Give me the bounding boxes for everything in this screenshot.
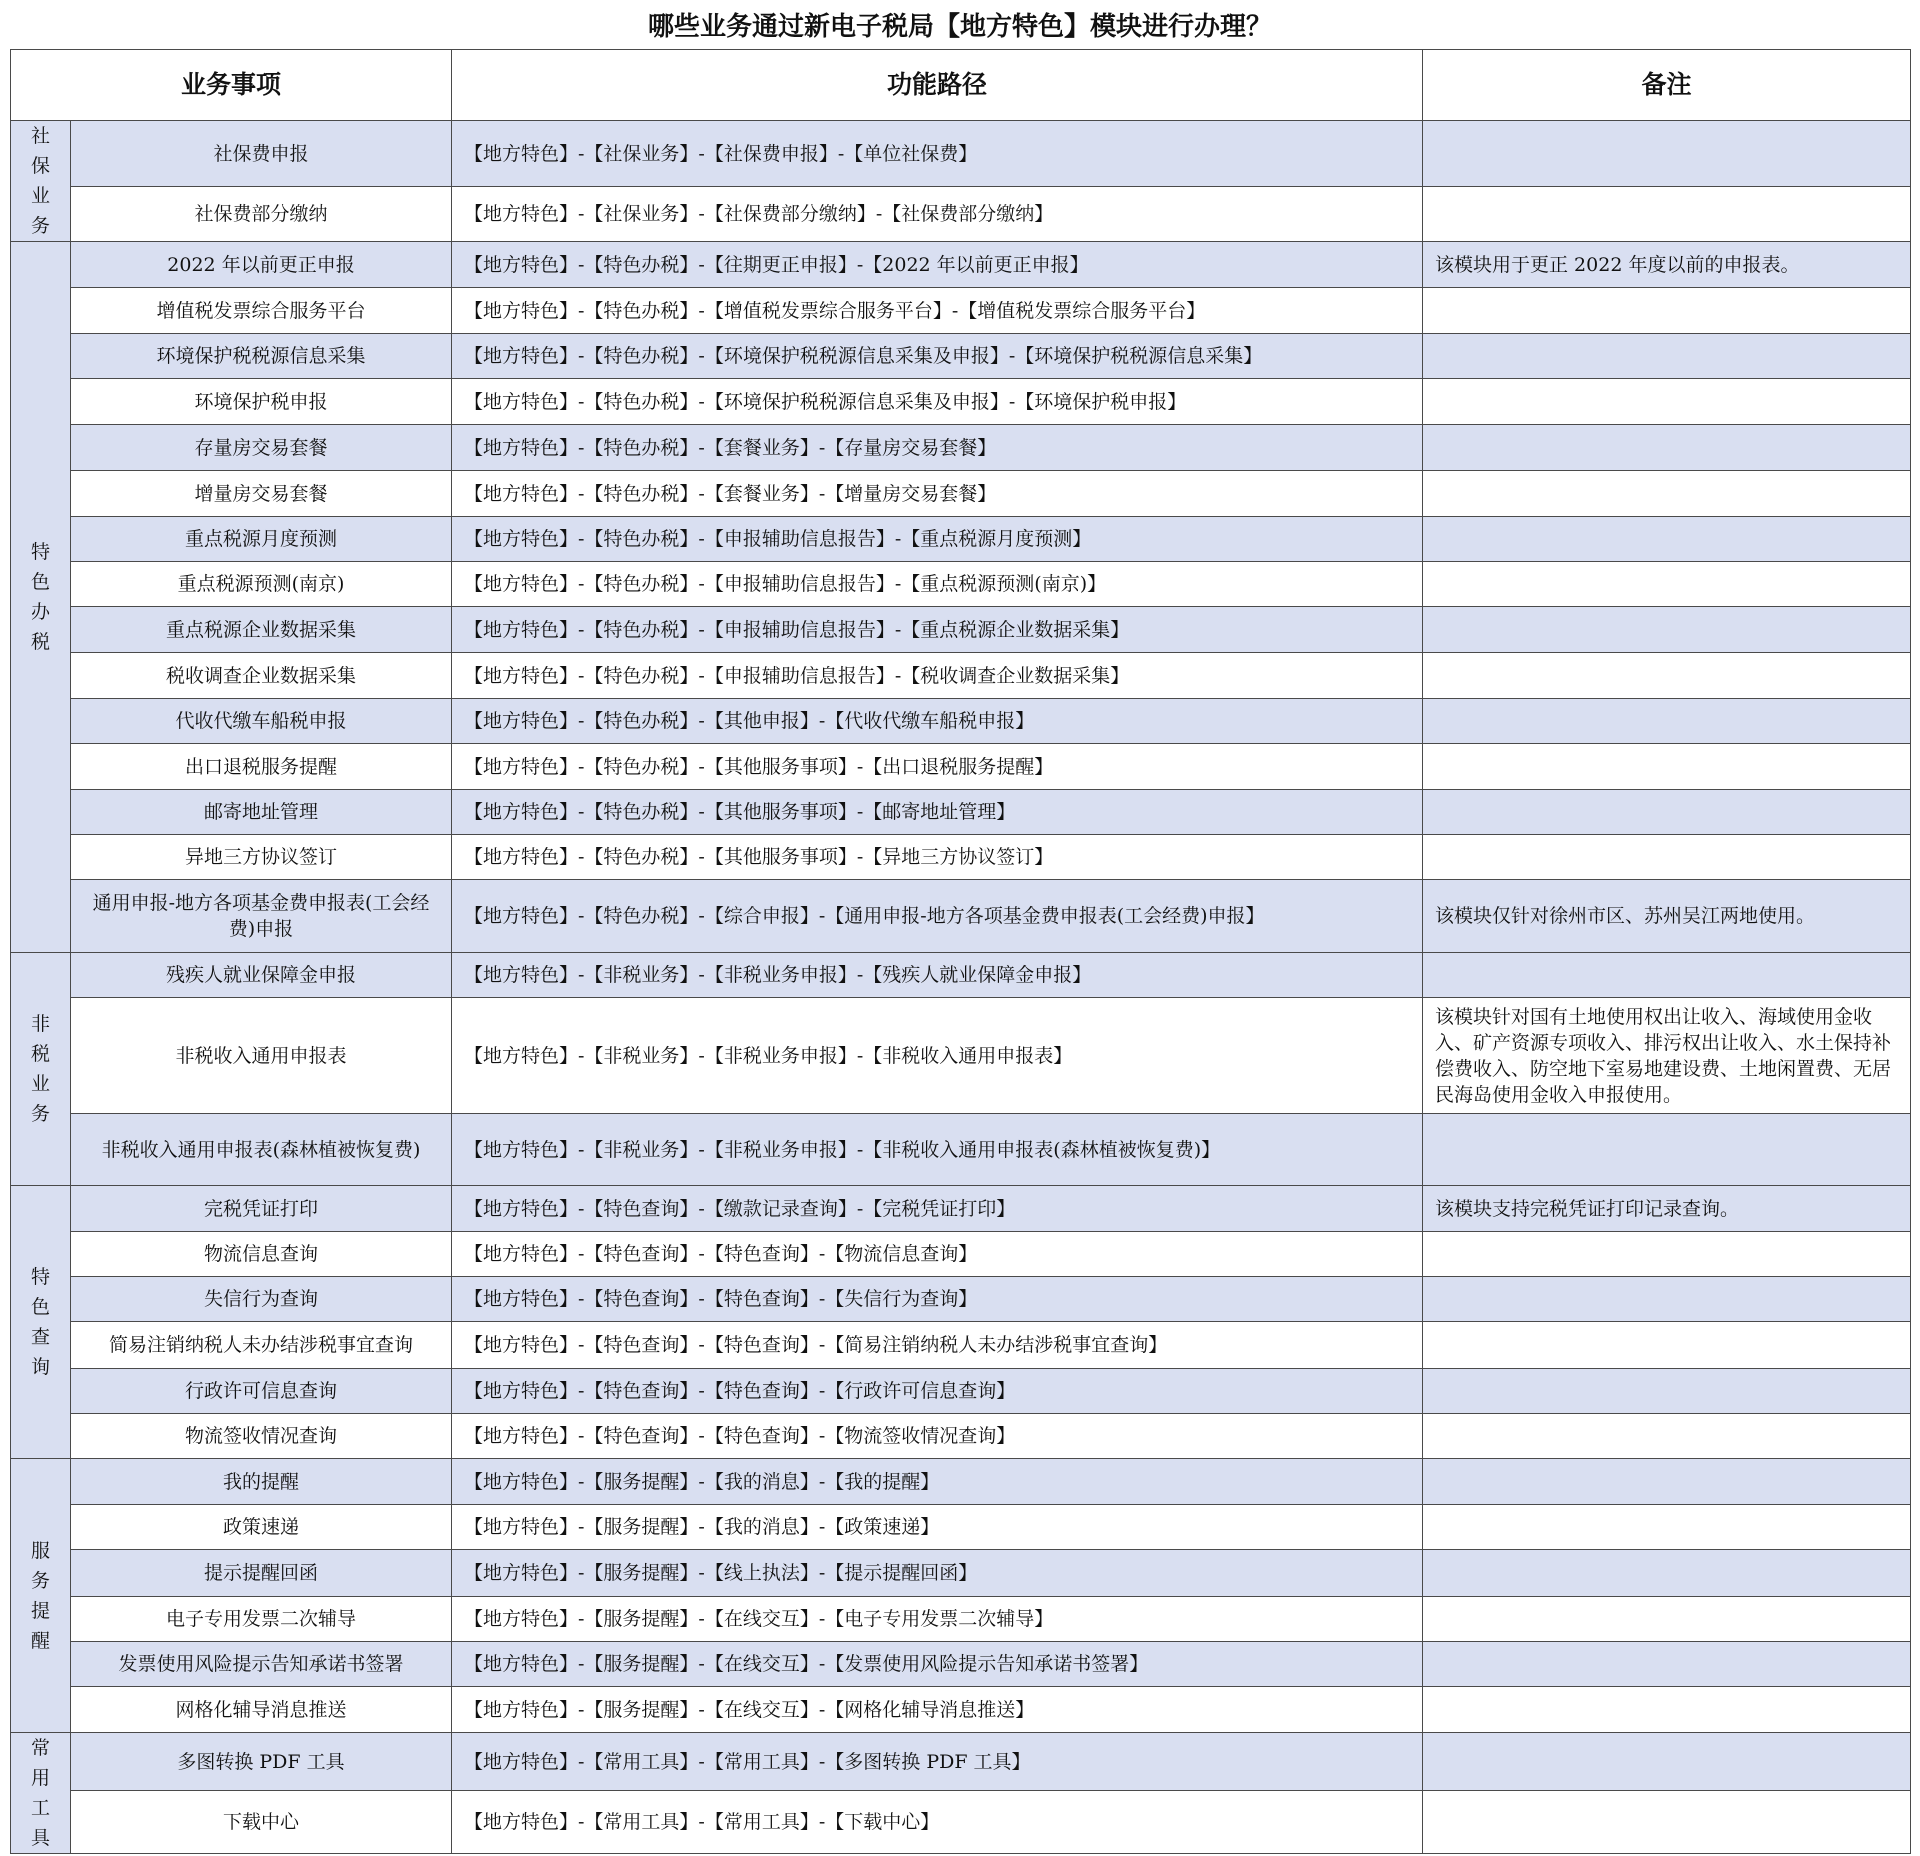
- remark-cell: [1423, 1687, 1911, 1733]
- function-path-cell: 【地方特色】-【特色办税】-【综合申报】-【通用申报-地方各项基金费申报表(工会经费)申报】: [452, 880, 1423, 953]
- table-row: [11, 1550, 1911, 1597]
- remark-cell: [1423, 1642, 1911, 1687]
- remark-cell: [1423, 1414, 1911, 1459]
- remark-cell: [1423, 1791, 1911, 1854]
- business-item-cell: 残疾人就业保障金申报: [71, 953, 452, 998]
- business-item-cell: 增值税发票综合服务平台: [71, 288, 452, 334]
- function-path-cell: 【地方特色】-【特色办税】-【环境保护税税源信息采集及申报】-【环境保护税税源信息采集】: [452, 334, 1423, 379]
- remark-cell: [1423, 471, 1911, 517]
- business-item-cell: 重点税源月度预测: [71, 517, 452, 562]
- function-path-cell: 【地方特色】-【特色办税】-【环境保护税税源信息采集及申报】-【环境保护税申报】: [452, 379, 1423, 425]
- function-path-cell: 【地方特色】-【特色办税】-【其他服务事项】-【邮寄地址管理】: [452, 790, 1423, 835]
- table-row: [11, 1642, 1911, 1687]
- function-path-cell: 【地方特色】-【特色办税】-【其他申报】-【代收代缴车船税申报】: [452, 699, 1423, 744]
- business-item-cell: 简易注销纳税人未办结涉税事宜查询: [71, 1322, 452, 1369]
- table-row: [11, 998, 1911, 1114]
- table-row: [11, 835, 1911, 880]
- remark-cell: [1423, 1369, 1911, 1414]
- table-row: [11, 790, 1911, 835]
- remark-cell: [1423, 425, 1911, 471]
- table-row: [11, 1232, 1911, 1277]
- function-path-cell: 【地方特色】-【特色办税】-【套餐业务】-【存量房交易套餐】: [452, 425, 1423, 471]
- header-business-item: 业务事项: [11, 50, 452, 121]
- remark-cell: 该模块支持完税凭证打印记录查询。: [1423, 1186, 1911, 1232]
- remark-cell: [1423, 1505, 1911, 1550]
- function-path-cell: 【地方特色】-【特色办税】-【其他服务事项】-【出口退税服务提醒】: [452, 744, 1423, 790]
- function-path-cell: 【地方特色】-【特色办税】-【往期更正申报】-【2022 年以前更正申报】: [452, 242, 1423, 288]
- function-path-cell: 【地方特色】-【服务提醒】-【在线交互】-【网格化辅导消息推送】: [452, 1687, 1423, 1733]
- remark-cell: [1423, 121, 1911, 187]
- table-header-row: [11, 50, 1911, 121]
- business-item-cell: 下载中心: [71, 1791, 452, 1854]
- remark-cell: [1423, 562, 1911, 607]
- function-path-cell: 【地方特色】-【社保业务】-【社保费部分缴纳】-【社保费部分缴纳】: [452, 187, 1423, 242]
- business-item-cell: 重点税源企业数据采集: [71, 607, 452, 653]
- table-row: [11, 1459, 1911, 1505]
- function-path-cell: 【地方特色】-【特色查询】-【特色查询】-【行政许可信息查询】: [452, 1369, 1423, 1414]
- remark-cell: [1423, 379, 1911, 425]
- business-item-cell: 邮寄地址管理: [71, 790, 452, 835]
- function-path-cell: 【地方特色】-【特色办税】-【其他服务事项】-【异地三方协议签订】: [452, 835, 1423, 880]
- function-path-cell: 【地方特色】-【常用工具】-【常用工具】-【下载中心】: [452, 1791, 1423, 1854]
- business-item-cell: 代收代缴车船税申报: [71, 699, 452, 744]
- table-row: [11, 1687, 1911, 1733]
- remark-cell: [1423, 835, 1911, 880]
- function-path-cell: 【地方特色】-【特色办税】-【申报辅助信息报告】-【重点税源企业数据采集】: [452, 607, 1423, 653]
- business-item-cell: 出口退税服务提醒: [71, 744, 452, 790]
- table-row: [11, 288, 1911, 334]
- remark-cell: [1423, 1322, 1911, 1369]
- business-item-cell: 政策速递: [71, 1505, 452, 1550]
- function-path-cell: 【地方特色】-【特色办税】-【申报辅助信息报告】-【税收调查企业数据采集】: [452, 653, 1423, 699]
- table-row: [11, 1791, 1911, 1854]
- function-path-cell: 【地方特色】-【服务提醒】-【在线交互】-【发票使用风险提示告知承诺书签署】: [452, 1642, 1423, 1687]
- table-row: [11, 1414, 1911, 1459]
- function-path-cell: 【地方特色】-【特色查询】-【特色查询】-【物流信息查询】: [452, 1232, 1423, 1277]
- table-row: [11, 562, 1911, 607]
- category-label: 特色查询: [30, 1266, 50, 1378]
- category-label: 服务提醒: [30, 1539, 50, 1652]
- table-row: [11, 953, 1911, 998]
- remark-cell: [1423, 653, 1911, 699]
- table-row: [11, 607, 1911, 653]
- category-cell: [11, 242, 71, 953]
- business-item-cell: 税收调查企业数据采集: [71, 653, 452, 699]
- table-row: [11, 187, 1911, 242]
- remark-cell: [1423, 790, 1911, 835]
- category-label: 非税业务: [30, 1013, 50, 1125]
- function-path-cell: 【地方特色】-【特色办税】-【申报辅助信息报告】-【重点税源月度预测】: [452, 517, 1423, 562]
- remark-cell: [1423, 517, 1911, 562]
- business-item-cell: 存量房交易套餐: [71, 425, 452, 471]
- table-row: [11, 1733, 1911, 1791]
- table-row: [11, 379, 1911, 425]
- function-path-cell: 【地方特色】-【特色查询】-【特色查询】-【失信行为查询】: [452, 1277, 1423, 1322]
- remark-cell: [1423, 1597, 1911, 1642]
- business-item-cell: 增量房交易套餐: [71, 471, 452, 517]
- table-row: [11, 744, 1911, 790]
- business-item-cell: 社保费申报: [71, 121, 452, 187]
- function-path-cell: 【地方特色】-【非税业务】-【非税业务申报】-【残疾人就业保障金申报】: [452, 953, 1423, 998]
- remark-cell: [1423, 288, 1911, 334]
- function-path-cell: 【地方特色】-【特色查询】-【缴款记录查询】-【完税凭证打印】: [452, 1186, 1423, 1232]
- remark-cell: [1423, 1733, 1911, 1791]
- header-function-path: 功能路径: [452, 50, 1423, 121]
- function-path-cell: 【地方特色】-【特色办税】-【套餐业务】-【增量房交易套餐】: [452, 471, 1423, 517]
- business-table: [10, 49, 1911, 1854]
- function-path-cell: 【地方特色】-【特色查询】-【特色查询】-【简易注销纳税人未办结涉税事宜查询】: [452, 1322, 1423, 1369]
- function-path-cell: 【地方特色】-【特色办税】-【申报辅助信息报告】-【重点税源预测(南京)】: [452, 562, 1423, 607]
- remark-cell: [1423, 1277, 1911, 1322]
- category-cell: [11, 1186, 71, 1459]
- function-path-cell: 【地方特色】-【服务提醒】-【在线交互】-【电子专用发票二次辅导】: [452, 1597, 1423, 1642]
- table-row: [11, 121, 1911, 187]
- category-label: 社保业务: [30, 125, 50, 237]
- table-row: [11, 334, 1911, 379]
- business-item-cell: 环境保护税税源信息采集: [71, 334, 452, 379]
- category-label: 特色办税: [30, 541, 50, 653]
- header-remarks: 备注: [1423, 50, 1911, 121]
- table-row: [11, 653, 1911, 699]
- table-row: [11, 1369, 1911, 1414]
- business-item-cell: 行政许可信息查询: [71, 1369, 452, 1414]
- remark-cell: 该模块用于更正 2022 年度以前的申报表。: [1423, 242, 1911, 288]
- business-item-cell: 2022 年以前更正申报: [71, 242, 452, 288]
- table-row: [11, 517, 1911, 562]
- remark-cell: [1423, 334, 1911, 379]
- table-row: [11, 1114, 1911, 1186]
- function-path-cell: 【地方特色】-【特色办税】-【增值税发票综合服务平台】-【增值税发票综合服务平台】: [452, 288, 1423, 334]
- table-row: [11, 1322, 1911, 1369]
- remark-cell: [1423, 699, 1911, 744]
- business-item-cell: 失信行为查询: [71, 1277, 452, 1322]
- table-row: [11, 425, 1911, 471]
- business-item-cell: 网格化辅导消息推送: [71, 1687, 452, 1733]
- category-cell: [11, 1733, 71, 1854]
- business-item-cell: 非税收入通用申报表: [71, 998, 452, 1114]
- business-item-cell: 提示提醒回函: [71, 1550, 452, 1597]
- table-row: [11, 1597, 1911, 1642]
- business-item-cell: 非税收入通用申报表(森林植被恢复费): [71, 1114, 452, 1186]
- function-path-cell: 【地方特色】-【非税业务】-【非税业务申报】-【非税收入通用申报表(森林植被恢复费)】: [452, 1114, 1423, 1186]
- business-item-cell: 物流签收情况查询: [71, 1414, 452, 1459]
- table-row: [11, 1277, 1911, 1322]
- business-item-cell: 完税凭证打印: [71, 1186, 452, 1232]
- business-item-cell: 发票使用风险提示告知承诺书签署: [71, 1642, 452, 1687]
- business-item-cell: 物流信息查询: [71, 1232, 452, 1277]
- remark-cell: 该模块针对国有土地使用权出让收入、海域使用金收入、矿产资源专项收入、排污权出让收入、水土保持补偿费收入、防空地下室易地建设费、土地闲置费、无居民海岛使用金收入申报使用。: [1423, 998, 1911, 1114]
- business-item-cell: 异地三方协议签订: [71, 835, 452, 880]
- category-cell: [11, 1459, 71, 1733]
- remark-cell: [1423, 953, 1911, 998]
- category-cell: [11, 121, 71, 242]
- function-path-cell: 【地方特色】-【服务提醒】-【我的消息】-【政策速递】: [452, 1505, 1423, 1550]
- function-path-cell: 【地方特色】-【社保业务】-【社保费申报】-【单位社保费】: [452, 121, 1423, 187]
- remark-cell: [1423, 1459, 1911, 1505]
- business-item-cell: 重点税源预测(南京): [71, 562, 452, 607]
- category-label: 常用工具: [30, 1737, 50, 1849]
- business-item-cell: 电子专用发票二次辅导: [71, 1597, 452, 1642]
- table-row: [11, 1186, 1911, 1232]
- category-cell: [11, 953, 71, 1186]
- function-path-cell: 【地方特色】-【特色查询】-【特色查询】-【物流签收情况查询】: [452, 1414, 1423, 1459]
- table-row: [11, 699, 1911, 744]
- table-row: [11, 1505, 1911, 1550]
- remark-cell: [1423, 607, 1911, 653]
- function-path-cell: 【地方特色】-【非税业务】-【非税业务申报】-【非税收入通用申报表】: [452, 998, 1423, 1114]
- function-path-cell: 【地方特色】-【服务提醒】-【线上执法】-【提示提醒回函】: [452, 1550, 1423, 1597]
- remark-cell: [1423, 187, 1911, 242]
- function-path-cell: 【地方特色】-【服务提醒】-【我的消息】-【我的提醒】: [452, 1459, 1423, 1505]
- remark-cell: [1423, 744, 1911, 790]
- business-item-cell: 环境保护税申报: [71, 379, 452, 425]
- business-item-cell: 通用申报-地方各项基金费申报表(工会经费)申报: [71, 880, 452, 953]
- remark-cell: [1423, 1232, 1911, 1277]
- function-path-cell: 【地方特色】-【常用工具】-【常用工具】-【多图转换 PDF 工具】: [452, 1733, 1423, 1791]
- table-row: [11, 880, 1911, 953]
- page-title: 哪些业务通过新电子税局【地方特色】模块进行办理？: [647, 12, 1272, 42]
- business-item-cell: 我的提醒: [71, 1459, 452, 1505]
- remark-cell: 该模块仅针对徐州市区、苏州吴江两地使用。: [1423, 880, 1911, 953]
- business-item-cell: 社保费部分缴纳: [71, 187, 452, 242]
- table-row: [11, 471, 1911, 517]
- remark-cell: [1423, 1114, 1911, 1186]
- remark-cell: [1423, 1550, 1911, 1597]
- table-row: [11, 242, 1911, 288]
- business-item-cell: 多图转换 PDF 工具: [71, 1733, 452, 1791]
